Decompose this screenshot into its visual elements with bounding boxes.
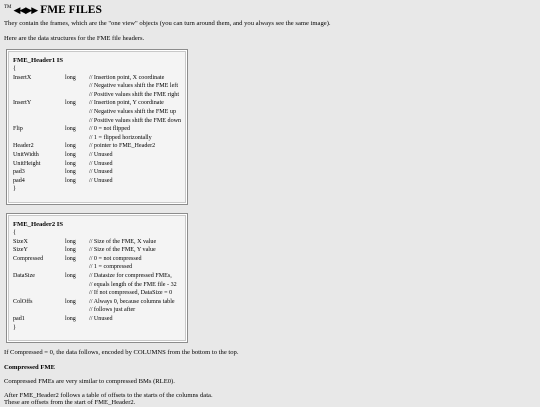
fme-header2-title: FME_Header2 IS [13, 221, 63, 228]
field-row: // Negative values shift the FME up [89, 108, 176, 115]
fme-header1-title: FME_Header1 IS [13, 57, 63, 64]
field-row: Compressed long // 0 = not compressed [13, 255, 142, 262]
field-row: // Negative values shift the FME left [89, 83, 179, 90]
nav-arrows-icon[interactable]: ◀◀▶▶ [13, 4, 38, 15]
compressed-note: If Compressed = 0, the data follows, encoded by COLUMNS from the bottom to the top. [4, 349, 239, 356]
field-row: pad1 long // Unused [13, 315, 113, 322]
page-title: FME FILES [40, 4, 102, 16]
compressed-text: Compressed FMEs are very similar to compressed BMs (RLE0). [4, 378, 175, 385]
field-row: // 1 = flipped horizontally [89, 134, 152, 141]
field-row: Flip long // 0 = not flipped [13, 126, 131, 133]
field-row: pad3 long // Unused [13, 169, 113, 176]
intro-paragraph: They contain the frames, which are the "one view" objects (you can turn around them, and you always see the same image). [4, 20, 331, 27]
field-row: InsertX long // Insertion point, X coordinate [13, 74, 165, 81]
field-row: pad4 long // Unused [13, 177, 113, 184]
offsets-paragraph: After FME_Header2 follows a table of offsets to the starts of the columns data. [4, 392, 213, 399]
field-row: SizeX long // Size of the FME, X value [13, 238, 157, 245]
fme-header1-box [6, 49, 188, 205]
brace-open: { [13, 230, 16, 236]
field-row: Header2 long // pointer to FME_Header2 [13, 143, 156, 150]
field-row: UnitWidth long // Unused [13, 151, 113, 158]
field-row: DataSize long // Datasize for compressed FMEs, [13, 272, 172, 279]
offsets-note: These are offsets from the start of FME_Header2. [4, 399, 136, 406]
field-row: UnitHeight long // Unused [13, 160, 113, 167]
compressed-heading: Compressed FME [4, 364, 55, 371]
tm-mark: TM [4, 4, 12, 10]
page-header [4, 3, 102, 17]
field-row: // equals length of the FME file - 32 [89, 281, 177, 288]
intro-paragraph-2: Here are the data structures for the FME file headers. [4, 35, 145, 42]
brace-open: { [13, 66, 16, 72]
field-row: SizeY long // Size of the FME, Y value [13, 247, 156, 254]
field-row: // Positive values shift the FME right [89, 91, 180, 98]
field-row: // Positive values shift the FME down [89, 117, 182, 124]
field-row: ColOffs long // Always 0, because columns table [13, 298, 175, 305]
brace-close: } [13, 186, 16, 193]
fme-header2-box [6, 213, 188, 343]
field-row: // If not compressed, DataSize = 0 [89, 290, 173, 297]
field-row: InsertY long // Insertion point, Y coordinate [13, 100, 164, 107]
brace-close: } [13, 324, 16, 331]
field-row: // 1 = compressed [89, 264, 133, 271]
field-row: // follows just after [89, 307, 136, 314]
